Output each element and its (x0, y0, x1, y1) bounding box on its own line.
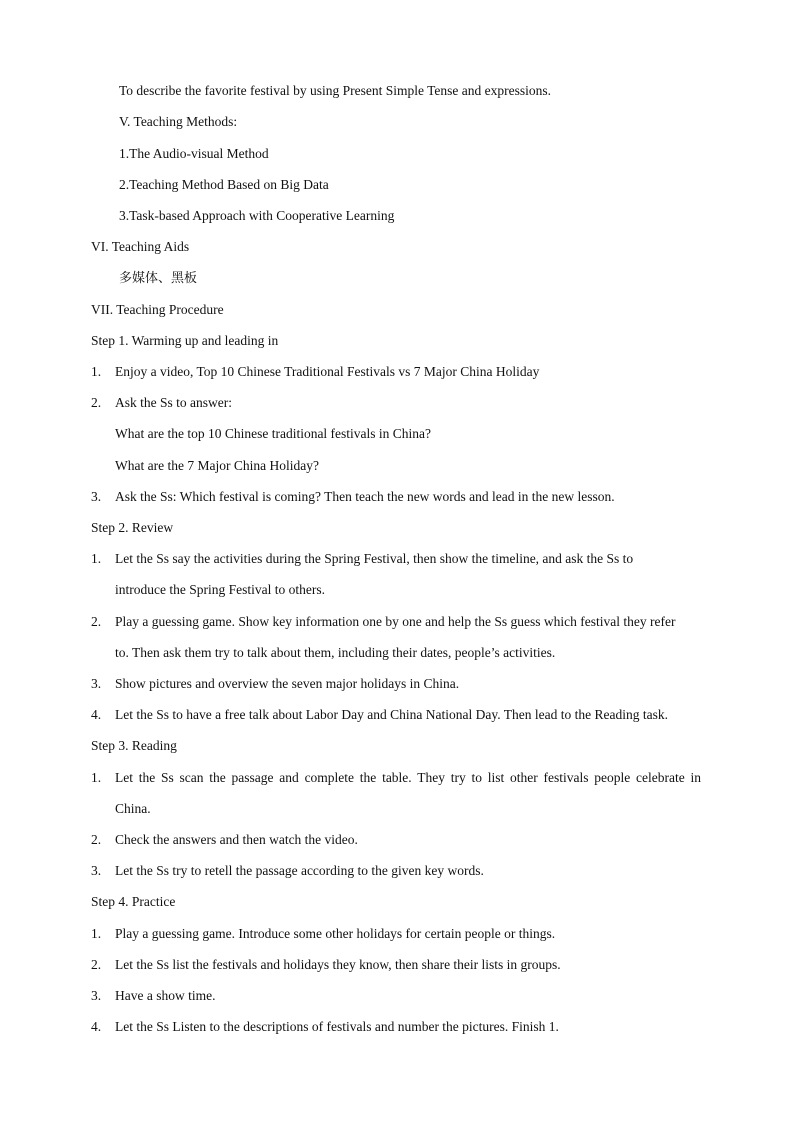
item-text: Let the Ss scan the passage and complete the table. They try to list other festivals people celebrate in (115, 770, 701, 785)
step2-heading: Step 2. Review (91, 520, 174, 535)
item-number: 3. (91, 676, 102, 691)
item-number: 2. (91, 832, 102, 847)
method-item: 3.Task-based Approach with Cooperative Learning (119, 208, 395, 223)
step1-heading: Step 1. Warming up and leading in (91, 333, 279, 348)
step1-question: What are the top 10 Chinese traditional festivals in China? (115, 426, 432, 441)
item-number: 2. (91, 957, 102, 972)
item-number: 1. (91, 551, 102, 566)
item-text: Show pictures and overview the seven major holidays in China. (115, 676, 460, 691)
step4-heading: Step 4. Practice (91, 894, 176, 909)
teaching-aids-content: 多媒体、黑板 (119, 271, 198, 286)
item-number: 2. (91, 395, 102, 410)
item-number: 3. (91, 988, 102, 1003)
item-continuation: China. (115, 801, 151, 816)
item-text: Enjoy a video, Top 10 Chinese Traditional Festivals vs 7 Major China Holiday (115, 364, 540, 379)
item-text: Let the Ss to have a free talk about Labor Day and China National Day. Then lead to the Reading task. (115, 707, 668, 722)
item-number: 4. (91, 707, 102, 722)
item-text: Let the Ss Listen to the descriptions of festivals and number the pictures. Finish 1. (115, 1019, 559, 1034)
item-text: Let the Ss say the activities during the Spring Festival, then show the timeline, and ask the Ss to (115, 551, 634, 566)
item-continuation: introduce the Spring Festival to others. (115, 582, 325, 597)
method-item: 2.Teaching Method Based on Big Data (119, 177, 329, 192)
item-number: 2. (91, 614, 102, 629)
item-number: 1. (91, 364, 102, 379)
method-item: 1.The Audio-visual Method (119, 146, 269, 161)
item-text: Play a guessing game. Show key information one by one and help the Ss guess which festival they refer (115, 614, 676, 629)
item-text: Ask the Ss to answer: (115, 395, 232, 410)
item-number: 4. (91, 1019, 102, 1034)
item-text: Let the Ss list the festivals and holidays they know, then share their lists in groups. (115, 957, 561, 972)
item-text: Ask the Ss: Which festival is coming? Then teach the new words and lead in the new lesson. (115, 489, 615, 504)
section-vii-heading: VII. Teaching Procedure (91, 302, 224, 317)
item-continuation: to. Then ask them try to talk about them, including their dates, people’s activities. (115, 645, 556, 660)
item-text: Play a guessing game. Introduce some other holidays for certain people or things. (115, 926, 556, 941)
step1-question: What are the 7 Major China Holiday? (115, 458, 319, 473)
item-number: 1. (91, 926, 102, 941)
step3-heading: Step 3. Reading (91, 738, 177, 753)
item-number: 3. (91, 489, 102, 504)
item-text: Let the Ss try to retell the passage according to the given key words. (115, 863, 484, 878)
section-v-heading: V. Teaching Methods: (119, 114, 238, 129)
item-text: Check the answers and then watch the video. (115, 832, 358, 847)
section-vi-heading: VI. Teaching Aids (91, 239, 190, 254)
item-number: 1. (91, 770, 102, 785)
item-text: Have a show time. (115, 988, 216, 1003)
item-number: 3. (91, 863, 102, 878)
objective-line: To describe the favorite festival by using Present Simple Tense and expressions. (119, 83, 552, 98)
